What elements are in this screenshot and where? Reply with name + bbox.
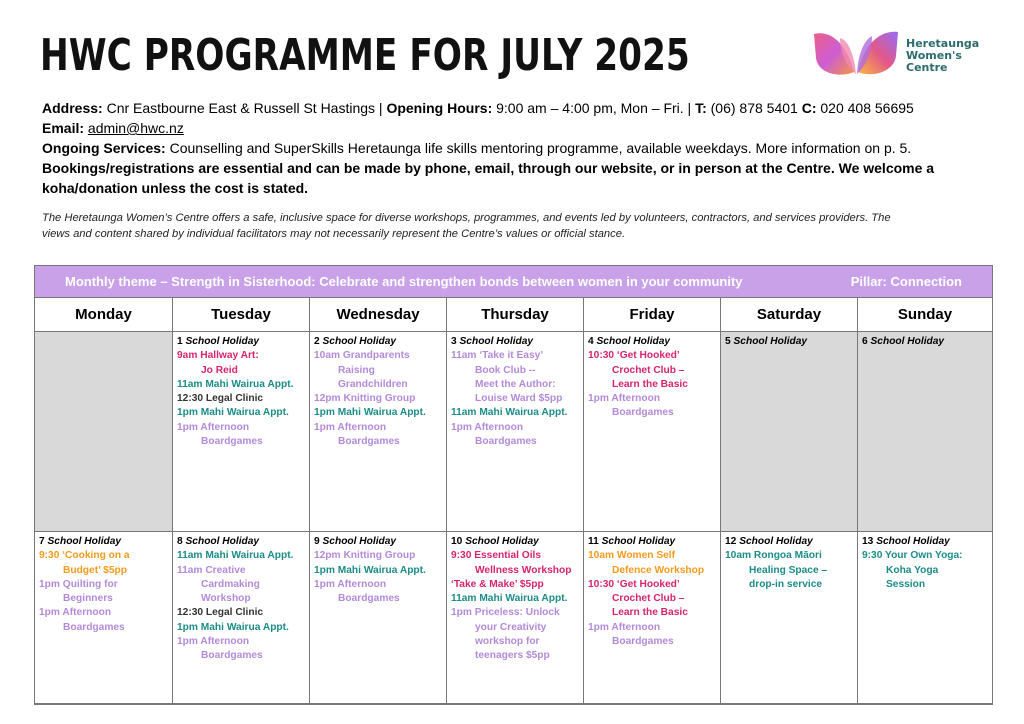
holiday-label: School Holiday — [47, 536, 122, 547]
monthly-theme-banner — [35, 266, 992, 297]
event-item — [39, 578, 168, 607]
holiday-label: School Holiday — [322, 536, 397, 547]
event-item — [177, 621, 305, 635]
event-item — [451, 549, 579, 578]
event-line: Boardgames — [201, 436, 263, 448]
calendar-cell — [309, 332, 446, 532]
calendar-cell — [720, 332, 857, 532]
event-item — [177, 635, 305, 664]
event-item — [588, 549, 716, 578]
bookings-line-2: koha/donation unless the cost is stated. — [42, 180, 309, 196]
event-line: 1pm Mahi Wairua Appt. — [314, 407, 426, 419]
event-line: 10:30 ‘Get Hooked’ — [588, 350, 680, 362]
event-line: 12:30 Legal Clinic — [177, 393, 264, 405]
page-title: HWC PROGRAMME FOR JULY 2025 — [40, 30, 690, 81]
event-line: 11am Mahi Wairua Appt. — [177, 378, 294, 390]
event-line: 1pm Afternoon — [39, 607, 112, 619]
event-line: 1pm Afternoon — [177, 421, 250, 433]
event-item — [39, 549, 168, 578]
calendar-cell — [309, 532, 446, 704]
day-number: 9 School Holiday — [314, 536, 397, 547]
event-line: 10am Women Self — [588, 550, 676, 562]
event-line: Learn the Basic — [612, 607, 688, 619]
day-header-monday: Monday — [35, 297, 172, 332]
logo — [810, 28, 1000, 84]
calendar-cell — [35, 532, 172, 704]
event-line: Wellness Workshop — [475, 564, 572, 576]
event-line: Crochet Club – — [612, 593, 685, 605]
calendar-cell — [857, 332, 992, 532]
event-line: 11am Mahi Wairua Appt. — [177, 550, 294, 562]
event-line: Defence Workshop — [612, 564, 705, 576]
event-item — [314, 392, 442, 406]
event-item — [588, 349, 716, 392]
event-item — [588, 578, 716, 621]
event-line: 1pm Afternoon — [588, 621, 661, 633]
event-item — [39, 606, 168, 635]
event-item — [314, 421, 442, 450]
event-line: Boardgames — [201, 650, 263, 662]
calendar-cell — [857, 532, 992, 704]
event-line: Raising — [338, 364, 375, 376]
address-line: Address: Cnr Eastbourne East & Russell St Hastings | Opening Hours: 9:00 am – 4:00 pm, Mon – Fri. | T: (06) 878 5401 C: 020 408 56695 — [42, 100, 914, 116]
event-line: your Creativity — [475, 621, 547, 633]
event-line: 1pm Afternoon — [588, 393, 661, 405]
event-item — [451, 421, 579, 450]
email-line: Email: admin@hwc.nz — [42, 120, 184, 136]
event-line: 10am Rongoa Māori — [725, 550, 822, 562]
day-number: 10 School Holiday — [451, 536, 539, 547]
event-line: 11am ‘Take it Easy’ — [451, 350, 544, 362]
event-line: 10am Grandparents — [314, 350, 410, 362]
event-line: Jo Reid — [201, 364, 238, 376]
event-line: drop-in service — [749, 578, 823, 590]
event-line: Learn the Basic — [612, 378, 688, 390]
event-line: teenagers $5pp — [475, 650, 550, 662]
event-line: 12:30 Legal Clinic — [177, 607, 264, 619]
event-item — [588, 392, 716, 421]
day-number: 8 School Holiday — [177, 536, 260, 547]
logo-text: Heretaunga Women's Centre — [906, 37, 980, 74]
day-number: 1 School Holiday — [177, 336, 260, 347]
day-number: 6 School Holiday — [862, 336, 945, 347]
holiday-label: School Holiday — [596, 336, 671, 347]
event-line: 11am Mahi Wairua Appt. — [451, 593, 568, 605]
event-line: Session — [886, 578, 926, 590]
info-block — [42, 98, 1002, 198]
event-line: 1pm Quilting for — [39, 578, 118, 590]
event-line: Louise Ward $5pp — [475, 393, 563, 405]
event-line: Budget’ $5pp — [63, 564, 127, 576]
event-item — [314, 578, 442, 607]
event-item — [177, 421, 305, 450]
event-line: 12pm Knitting Group — [314, 550, 416, 562]
holiday-label: School Holiday — [733, 336, 808, 347]
services-line: Ongoing Services: Counselling and SuperSkills Heretaunga life skills mentoring programme, available weekdays. More information on p. 5. — [42, 140, 912, 156]
event-line: Boardgames — [612, 636, 674, 648]
event-line: 10:30 ‘Get Hooked’ — [588, 578, 680, 590]
day-number: 13 School Holiday — [862, 536, 950, 547]
day-number: 11 School Holiday — [588, 536, 676, 547]
event-line: 1pm Afternoon — [177, 636, 250, 648]
holiday-label: School Holiday — [601, 536, 676, 547]
day-number: 3 School Holiday — [451, 336, 534, 347]
event-line: ‘Take & Make’ $5pp — [451, 578, 544, 590]
event-line: 12pm Knitting Group — [314, 393, 416, 405]
day-header-wednesday: Wednesday — [309, 297, 446, 332]
calendar-cell — [583, 532, 720, 704]
event-line: Meet the Author: — [475, 378, 556, 390]
event-line: 9am Hallway Art: — [177, 350, 259, 362]
event-line: 9:30 Your Own Yoga: — [862, 550, 963, 562]
event-line: Beginners — [63, 593, 113, 605]
holiday-label: School Holiday — [459, 336, 534, 347]
holiday-label: School Holiday — [739, 536, 813, 547]
event-line: Crochet Club – — [612, 364, 685, 376]
event-line: Boardgames — [338, 436, 400, 448]
event-item — [451, 578, 579, 592]
event-line: Boardgames — [338, 593, 400, 605]
event-line: Workshop — [201, 593, 251, 605]
event-line: Book Club -- — [475, 364, 536, 376]
event-item — [588, 621, 716, 650]
event-item — [177, 392, 305, 406]
event-line: 1pm Afternoon — [314, 421, 387, 433]
disclaimer: The Heretaunga Women’s Centre offers a safe, inclusive space for diverse workshops, programmes, and events led by volunteers, contractors, and services providers. The views and content shared by individual facilitators may not necessarily represent the Centre’s values or official stance. — [42, 212, 891, 240]
day-header-friday: Friday — [583, 297, 720, 332]
holiday-label: School Holiday — [322, 336, 397, 347]
day-header-tuesday: Tuesday — [172, 297, 309, 332]
day-number: 7 School Holiday — [39, 536, 122, 547]
day-header-sunday: Sunday — [857, 297, 992, 332]
day-number: 4 School Holiday — [588, 336, 671, 347]
event-line: 1pm Mahi Wairua Appt. — [314, 564, 426, 576]
calendar-cell — [446, 332, 583, 532]
event-item — [451, 406, 579, 420]
event-item — [177, 378, 305, 392]
event-line: 11am Mahi Wairua Appt. — [451, 407, 568, 419]
event-line: 11am Creative — [177, 564, 246, 576]
event-item — [314, 549, 442, 563]
bookings-line: Bookings/registrations are essential and can be made by phone, email, through our website, or in person at the Centre. We welcome a — [42, 160, 935, 176]
calendar-cell — [583, 332, 720, 532]
event-line: Boardgames — [612, 407, 674, 419]
email-link[interactable]: admin@hwc.nz — [87, 120, 184, 136]
calendar — [34, 265, 993, 705]
event-item — [314, 406, 442, 420]
event-item — [177, 406, 305, 420]
day-number: 5 School Holiday — [725, 336, 808, 347]
event-item — [314, 564, 442, 578]
event-item — [451, 349, 579, 406]
event-line: 9:30 ‘Cooking on a — [39, 550, 130, 562]
event-line: Grandchildren — [338, 378, 408, 390]
day-number: 2 School Holiday — [314, 336, 397, 347]
butterfly-logo-icon — [810, 28, 902, 84]
event-item — [177, 564, 305, 607]
event-line: 1pm Priceless: Unlock — [451, 607, 560, 619]
event-item — [451, 606, 579, 663]
holiday-label: School Holiday — [876, 536, 950, 547]
event-line: Boardgames — [63, 621, 125, 633]
event-item — [314, 349, 442, 392]
event-line: 1pm Afternoon — [451, 421, 524, 433]
event-line: 1pm Mahi Wairua Appt. — [177, 407, 289, 419]
calendar-cell — [720, 532, 857, 704]
calendar-cell — [35, 332, 172, 532]
event-line: 9:30 Essential Oils — [451, 550, 542, 562]
event-line: Cardmaking — [201, 578, 260, 590]
event-item — [725, 549, 853, 592]
event-item — [177, 349, 305, 378]
pillar-text: Pillar: Connection — [850, 274, 962, 289]
event-line: Koha Yoga — [886, 564, 939, 576]
event-item — [862, 549, 988, 592]
calendar-cell — [172, 532, 309, 704]
event-item — [451, 592, 579, 606]
theme-text: Monthly theme – Strength in Sisterhood: Celebrate and strengthen bonds between women in your community — [65, 274, 743, 289]
event-line: Boardgames — [475, 436, 537, 448]
calendar-cell — [446, 532, 583, 704]
day-header-saturday: Saturday — [720, 297, 857, 332]
event-line: 1pm Afternoon — [314, 578, 387, 590]
event-item — [177, 549, 305, 563]
day-number: 12 School Holiday — [725, 536, 813, 547]
event-item — [177, 606, 305, 620]
event-line: 1pm Mahi Wairua Appt. — [177, 621, 289, 633]
holiday-label: School Holiday — [465, 536, 539, 547]
event-line: Healing Space – — [749, 564, 828, 576]
event-line: workshop for — [475, 636, 540, 648]
holiday-label: School Holiday — [870, 336, 945, 347]
day-header-thursday: Thursday — [446, 297, 583, 332]
holiday-label: School Holiday — [185, 536, 260, 547]
calendar-cell — [172, 332, 309, 532]
holiday-label: School Holiday — [185, 336, 260, 347]
